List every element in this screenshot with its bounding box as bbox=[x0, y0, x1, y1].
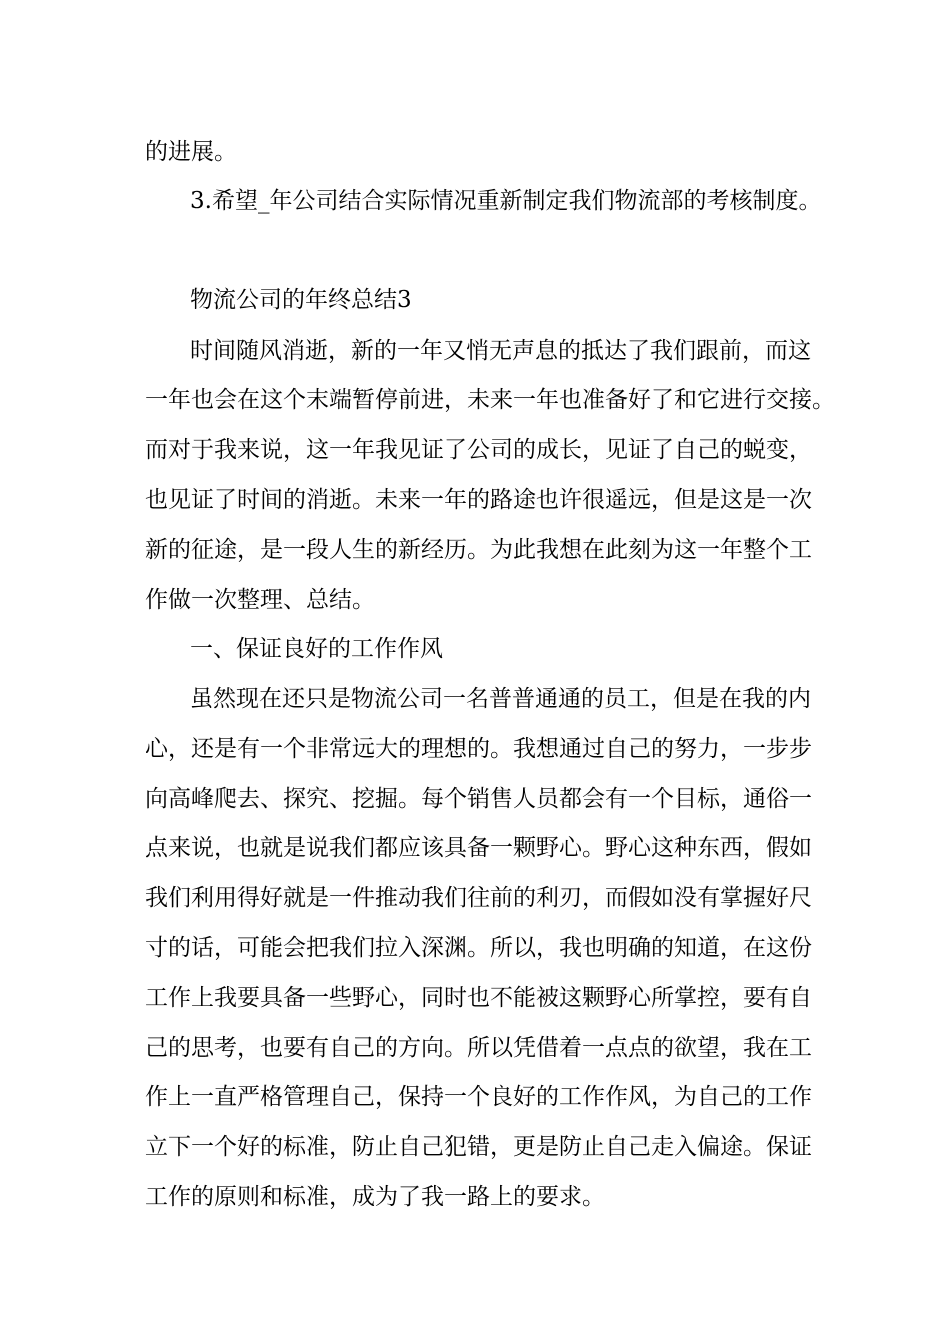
paragraph-line: 寸的话，可能会把我们拉入深渊。所以，我也明确的知道，在这份 bbox=[145, 935, 812, 961]
paragraph-line: 工作的原则和标准，成为了我一路上的要求。 bbox=[145, 1184, 605, 1210]
paragraph-line: 我们利用得好就是一件推动我们往前的利刃，而假如没有掌握好尺 bbox=[145, 885, 812, 911]
paragraph-line: 己的思考，也要有自己的方向。所以凭借着一点点的欲望，我在工 bbox=[145, 1035, 812, 1061]
paragraph-line: 而对于我来说，这一年我见证了公司的成长，见证了自己的蜕变， bbox=[145, 437, 812, 463]
paragraph-line: 新的征途，是一段人生的新经历。为此我想在此刻为这一年整个工 bbox=[145, 537, 812, 563]
list-item: 3.希望_年公司结合实际情况重新制定我们物流部的考核制度。 bbox=[190, 188, 822, 214]
text-line: 的进展。 bbox=[145, 139, 237, 165]
paragraph-line: 工作上我要具备一些野心，同时也不能被这颗野心所掌控，要有自 bbox=[145, 985, 812, 1011]
paragraph-line: 心，还是有一个非常远大的理想的。我想通过自己的努力，一步步 bbox=[145, 736, 812, 762]
paragraph-line: 时间随风消逝，新的一年又悄无声息的抵达了我们跟前，而这 bbox=[190, 338, 811, 364]
paragraph-line: 也见证了时间的消逝。未来一年的路途也许很遥远，但是这是一次 bbox=[145, 487, 812, 513]
paragraph-line: 立下一个好的标准，防止自己犯错，更是防止自己走入偏途。保证 bbox=[145, 1134, 812, 1160]
paragraph-line: 作做一次整理、总结。 bbox=[145, 587, 375, 613]
paragraph-line: 点来说，也就是说我们都应该具备一颗野心。野心这种东西，假如 bbox=[145, 835, 812, 861]
paragraph-line: 作上一直严格管理自己，保持一个良好的工作作风，为自己的工作 bbox=[145, 1084, 812, 1110]
paragraph-line: 虽然现在还只是物流公司一名普普通通的员工，但是在我的内 bbox=[190, 686, 811, 712]
paragraph-line: 向高峰爬去、探究、挖掘。每个销售人员都会有一个目标，通俗一 bbox=[145, 786, 812, 812]
section-heading: 一、保证良好的工作作风 bbox=[190, 636, 443, 662]
section-title: 物流公司的年终总结3 bbox=[190, 287, 412, 313]
paragraph-line: 一年也会在这个末端暂停前进，未来一年也准备好了和它进行交接。 bbox=[145, 387, 835, 413]
